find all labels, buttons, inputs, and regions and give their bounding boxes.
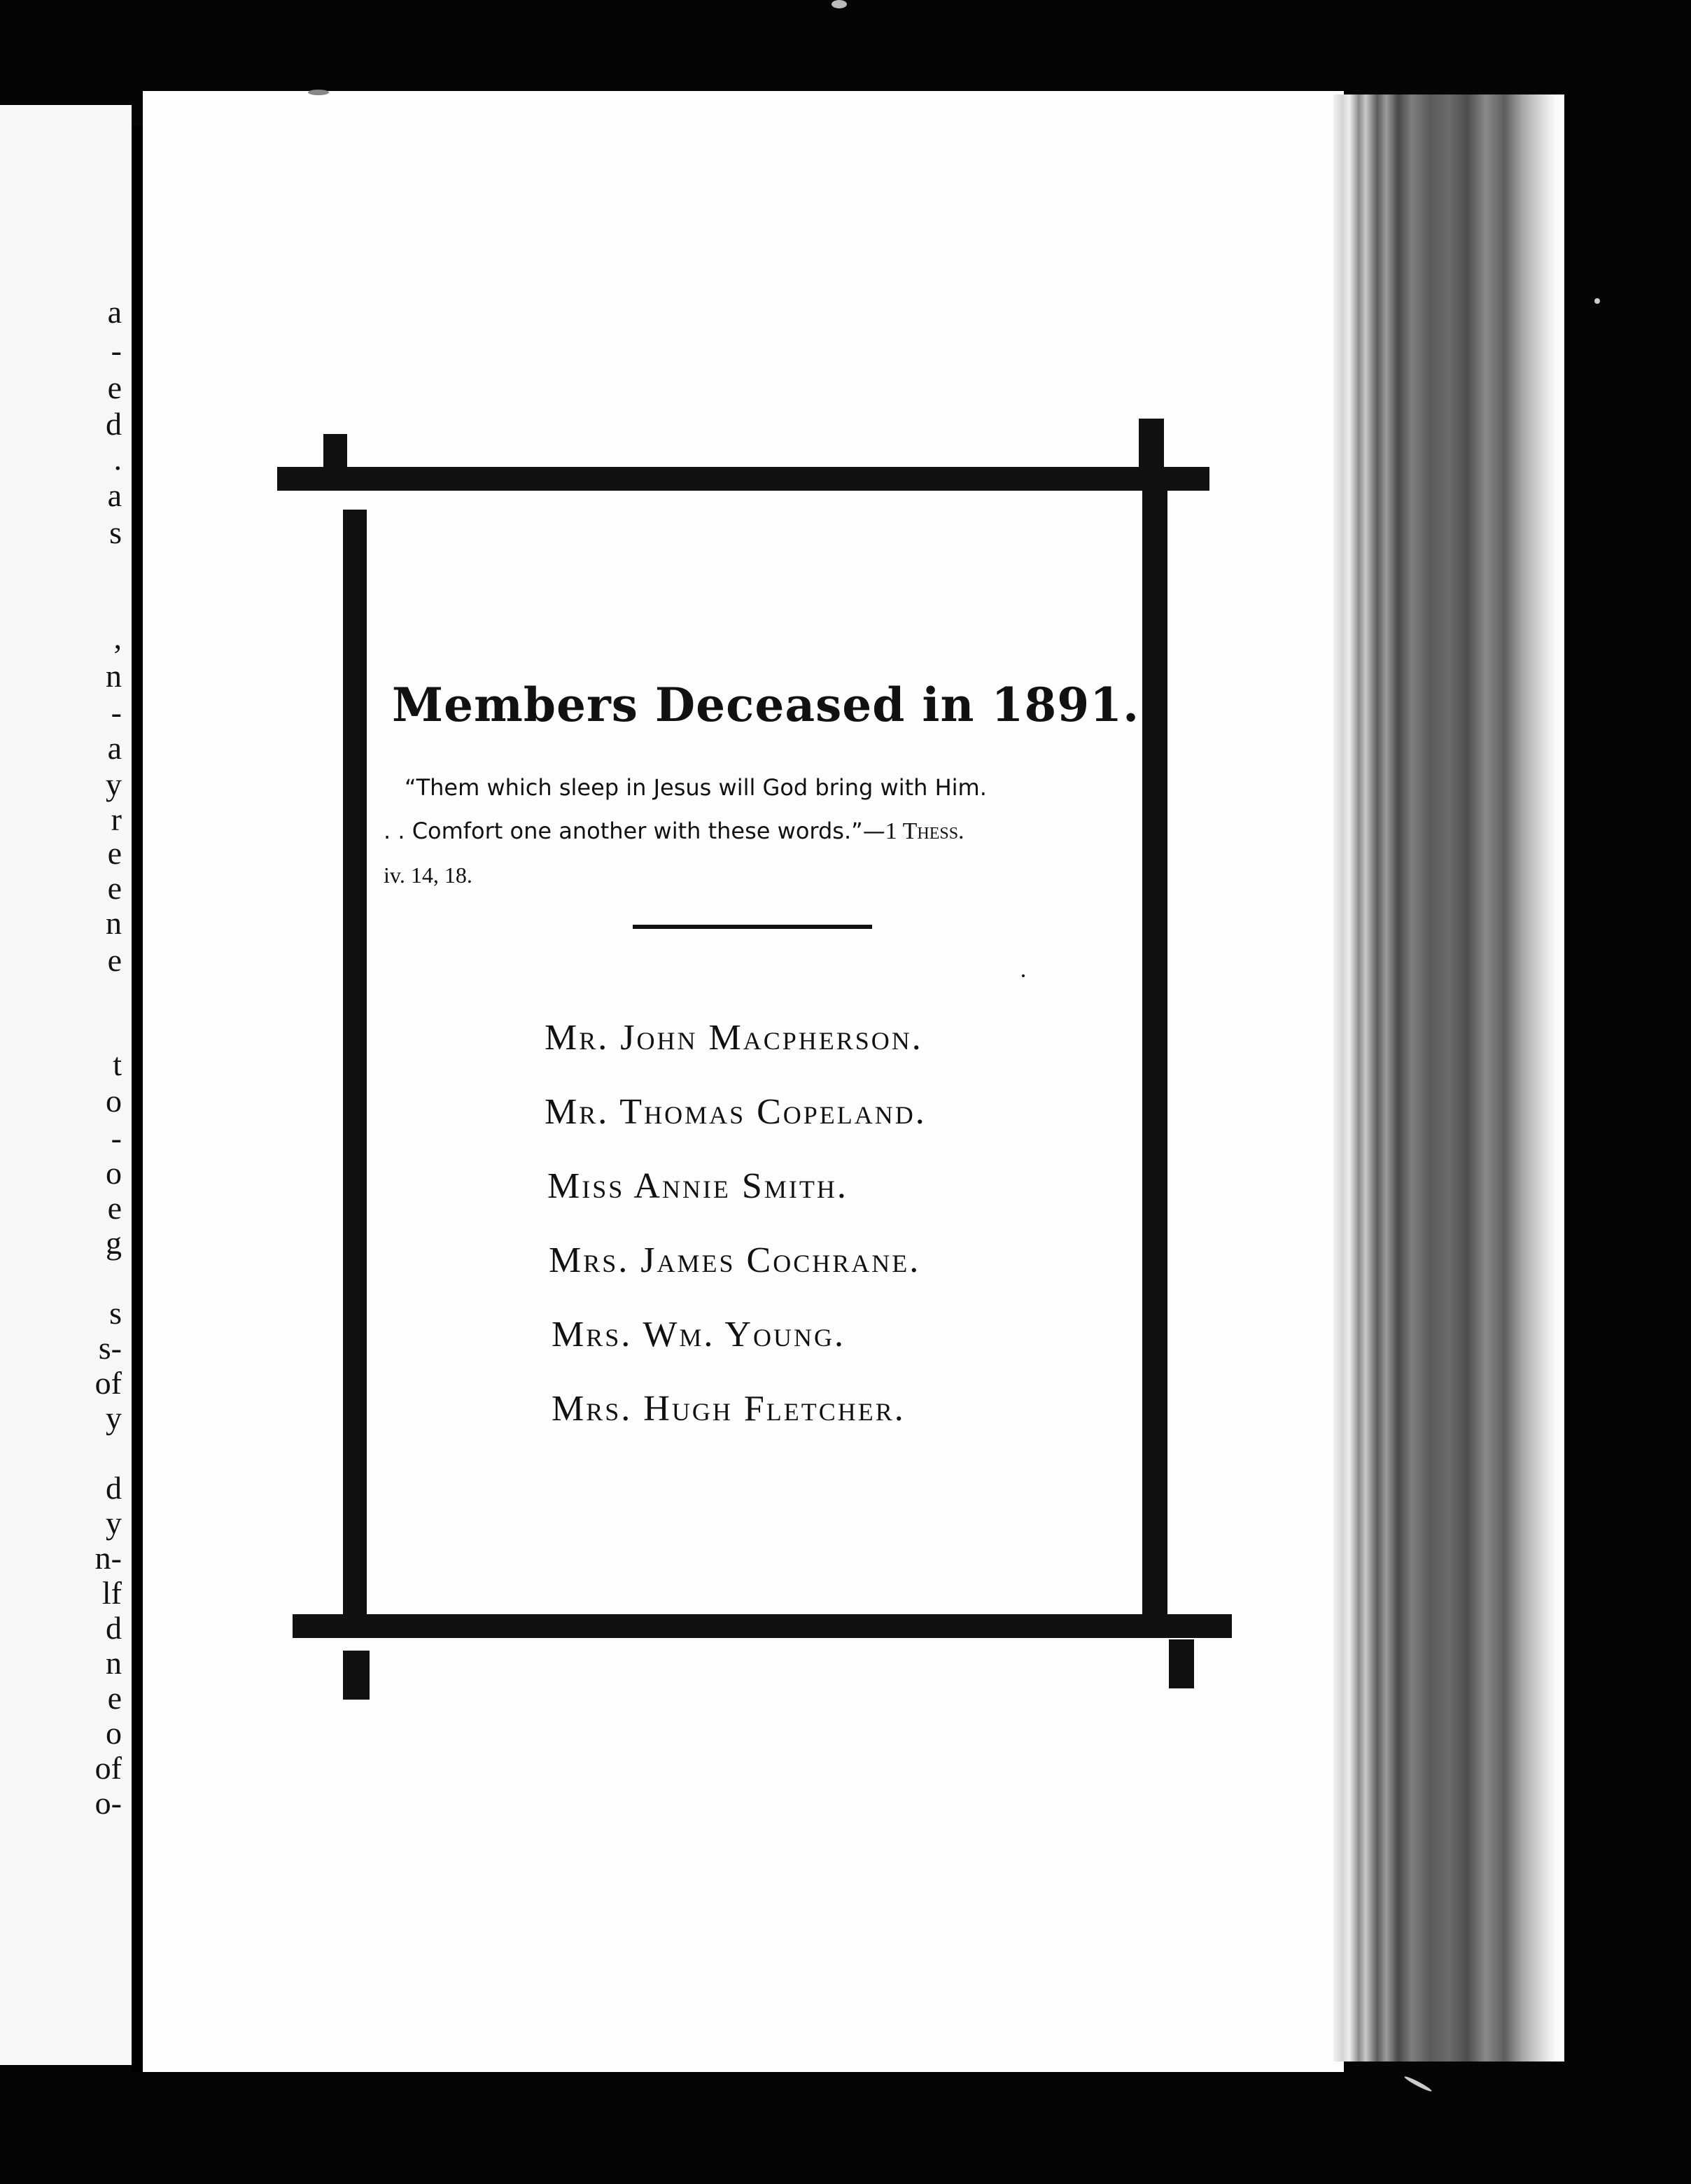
quote-line-2-text: . . Comfort one another with these words.”— [384,818,885,844]
frame-bottom-bar [293,1614,1232,1638]
deceased-name: Miss Annie Smith. [547,1166,848,1206]
left-page-text-fragment: lf [101,1575,122,1611]
quote-line-2 [384,809,1118,853]
left-page-text-fragment: a [107,477,122,513]
left-page-text-fragment: s- [98,1330,122,1366]
dust-speck [1022,974,1025,977]
deceased-name: Mrs. James Cochrane. [549,1240,921,1280]
deceased-name: Mrs. Hugh Fletcher. [552,1389,906,1429]
quote-line-1: “Them which sleep in Jesus will God bring with Him. [405,774,987,801]
left-page-text-fragment: n- [94,1540,122,1576]
frame-top-bar [277,467,1209,491]
dust-speck [832,0,847,8]
left-page-text-fragment: o [106,1083,122,1119]
left-page-text-fragment: s [109,1295,122,1331]
deceased-name: Mrs. Wm. Young. [552,1315,846,1354]
left-page-text-fragment: d [106,1610,122,1646]
left-page-text-fragment: of [94,1750,122,1786]
frame-right-bar [1142,490,1167,1614]
frame-left-bar [343,510,367,1623]
left-page-text-fragment: g [106,1225,122,1261]
left-page-text-fragment: e [107,1680,122,1716]
left-page-text-fragment: o [106,1715,122,1751]
left-page-text-fragment: s [109,514,122,550]
left-page-text-fragment: , [113,620,122,655]
left-page-text-fragment: n [106,1645,122,1681]
left-page-text-fragment: e [107,1190,122,1226]
quote-citation: 1 Thess. [885,818,964,844]
left-page-text-fragment: d [106,406,122,442]
left-page-text-fragment: o- [94,1785,122,1821]
left-page-text-fragment: e [107,835,122,871]
dust-speck [1594,298,1600,304]
left-page-text-fragment: y [106,1400,122,1436]
quote-line-3: iv. 14, 18. [384,862,472,888]
left-page-text-fragment: a [107,730,122,766]
page-edges [1333,94,1564,2062]
left-page-text-fragment: . [113,441,122,477]
left-page-text-fragment: - [111,1120,122,1156]
left-page-text-fragment: r [111,802,122,837]
frame-top-right-stub [1139,419,1164,469]
dust-speck [1078,1628,1082,1632]
deceased-names-list [545,1001,1034,1446]
left-page-text-fragment: e [107,370,122,405]
divider-rule [633,925,872,929]
left-page-text-fragment: of [94,1365,122,1401]
left-page-text-fragment: e [107,870,122,906]
left-page-text-fragment: d [106,1470,122,1506]
left-page-text-fragment: y [106,1505,122,1541]
dust-speck [308,90,329,95]
left-page-text-fragment: - [111,332,122,368]
left-page-edge [0,105,132,2065]
left-page-text-fragment: t [113,1046,122,1082]
frame-top-left-stub [323,434,347,476]
frame-bottom-left-stub [343,1651,370,1700]
left-page-text-fragment: n [106,658,122,694]
dust-speck [1403,2075,1433,2093]
left-page-text-fragment: - [111,694,122,730]
left-page-text-fragment: n [106,905,122,941]
left-page-text-fragment: a [107,294,122,330]
left-page-text-fragment: o [106,1155,122,1191]
memorial-title: Members Deceased in 1891. [392,678,1140,732]
left-page-text-fragment: e [107,942,122,978]
deceased-name: Mr. John Macpherson. [545,1018,923,1058]
left-page-text-fragment: y [106,766,122,802]
frame-bottom-right-stub [1169,1639,1194,1688]
deceased-name: Mr. Thomas Copeland. [545,1092,927,1132]
scripture-quote [384,766,1118,897]
